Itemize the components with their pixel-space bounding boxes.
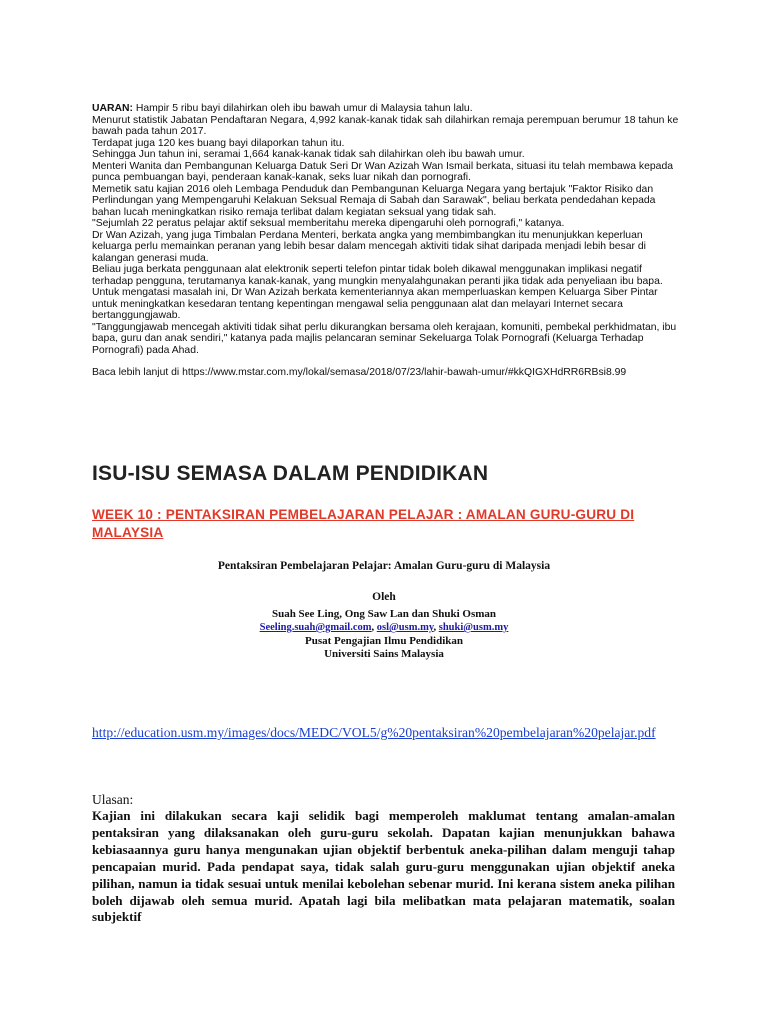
- news-paragraph: Untuk mengatasi masalah ini, Dr Wan Azizah berkata kementeriannya akan memperluaskan kempen Keluarga Siber Pintar untuk meningkatkan kesedaran tentang kepentingan mengawal selia penggunaan alat dan melayari Internet secara bertanggungjawab.: [92, 287, 658, 321]
- email-link[interactable]: osl@usm.my: [376, 622, 434, 633]
- email-separator: ,: [371, 622, 377, 633]
- paper-header: [200, 560, 568, 660]
- ulasan-label: Ulasan:: [92, 792, 134, 807]
- week-title: [92, 506, 652, 542]
- email-link[interactable]: Seeling.suah@gmail.com: [259, 622, 372, 633]
- email-link[interactable]: shuki@usm.my: [438, 622, 509, 633]
- paper-by: Oleh: [372, 591, 396, 603]
- news-paragraph: Beliau juga berkata penggunaan alat elektronik seperti telefon pintar tidak boleh dikawal menggunakan implikasi negatif terhadap pengguna, terutamanya kanak-kanak, yang mungkin menyalahgunakan peranti jika tidak ada penyeliaan ibu bapa.: [92, 264, 663, 287]
- paper-authors: Suah See Ling, Ong Saw Lan dan Shuki Osman: [271, 608, 497, 620]
- news-lead-text: Hampir 5 ribu bayi dilahirkan oleh ibu bawah umur di Malaysia tahun lalu.: [132, 103, 473, 114]
- news-paragraph: "Sejumlah 22 peratus pelajar aktif seksual memberitahu mereka dipengaruhi oleh pornografi," katanya.: [92, 218, 565, 229]
- paper-university: Universiti Sains Malaysia: [324, 648, 444, 660]
- paper-department: Pusat Pengajian Ilmu Pendidikan: [304, 635, 463, 647]
- email-separator: ,: [433, 622, 439, 633]
- news-paragraph: Dr Wan Azizah, yang juga Timbalan Perdana Menteri, berkata angka yang membimbangkan itu menunjukkan keperluan keluarga perlu memainkan peranan yang lebih besar dalam mencegah aktiviti tidak sihat daripada menjadi lebih besar di kalangan generasi muda.: [92, 229, 646, 264]
- news-paragraph: "Tanggungjawab mencegah aktiviti tidak sihat perlu dikurangkan bersama oleh kerajaan, komuniti, pembekal perkhidmatan, ibu bapa, guru dan anak sendiri," katanya pada majlis pelancaran seminar Sekeluarga Tolak Pornografi (Keluarga Terhadap Pornografi) pada Ahad.: [92, 321, 677, 356]
- news-source: Baca lebih lanjut di https://www.mstar.com.my/lokal/semasa/2018/07/23/lahir-bawah-umur/#kkQIGXHdRR6RBsi8.99: [92, 367, 627, 378]
- section-title: ISU-ISU SEMASA DALAM PENDIDIKAN: [92, 462, 489, 485]
- news-article: [92, 103, 684, 379]
- news-paragraph: Menteri Wanita dan Pembangunan Keluarga Datuk Seri Dr Wan Azizah Wan Ismail berkata, situasi itu telah membawa kepada punca pembuangan bayi, penderaan kanak-kanak, seks luar nikah dan pornografi.: [92, 160, 674, 183]
- news-lead: [92, 103, 684, 115]
- news-lead-label: UARAN:: [92, 103, 133, 114]
- week-title-text: WEEK 10 : PENTAKSIRAN PEMBELAJARAN PELAJAR : AMALAN GURU-GURU DI MALAYSIA: [92, 507, 635, 540]
- pdf-link[interactable]: http://education.usm.my/images/docs/MEDC/VOL5/g%20pentaksiran%20pembelajaran%20pelajar.pdf: [92, 725, 656, 740]
- news-paragraph: Terdapat juga 120 kes buang bayi dilaporkan tahun itu.: [92, 137, 345, 149]
- paper-emails: [200, 622, 568, 633]
- paper-title: Pentaksiran Pembelajaran Pelajar: Amalan Guru-guru di Malaysia: [217, 560, 551, 572]
- news-paragraph: Menurut statistik Jabatan Pendaftaran Negara, 4,992 kanak-kanak tidak sah dilahirkan remaja perempuan berumur 18 tahun ke bawah pada tahun 2017.: [92, 114, 679, 137]
- news-paragraph: Memetik satu kajian 2016 oleh Lembaga Penduduk dan Pembangunan Keluarga Negara yang bertajuk "Faktor Risiko dan Perlindungan yang Mempengaruhi Kelakuan Seksual Remaja di Sabah dan Sarawak", beliau berkata pendedahan kepada bahan lucah meningkatkan risiko remaja terlibat dalam kegiatan seksual yang tidak sah.: [92, 183, 656, 218]
- news-paragraph: Sehingga Jun tahun ini, seramai 1,664 kanak-kanak tidak sah dilahirkan oleh ibu bawah umur.: [92, 149, 525, 160]
- ulasan-body: Kajian ini dilakukan secara kaji selidik bagi memperoleh maklumat tentang amalan-amalan pentaksiran yang dilaksanakan oleh guru-guru sekolah. Dapatan kajian menunjukkan bahawa kebiasaannya guru hanya mengunakan ujian objektif berbentuk aneka-pilihan dalam menguji tahap pencapaian murid. Pada pendapat saya, tidak salah guru-guru menggunakan ujian objektif aneka pilihan, namun ia tidak sesuai untuk menilai kebolehan sebenar murid. Ini kerana sistem aneka pilihan boleh dijawab oleh semua murid. Apatah lagi bila melibatkan mata pelajaran matematik, soalan subjektif: [92, 808, 675, 925]
